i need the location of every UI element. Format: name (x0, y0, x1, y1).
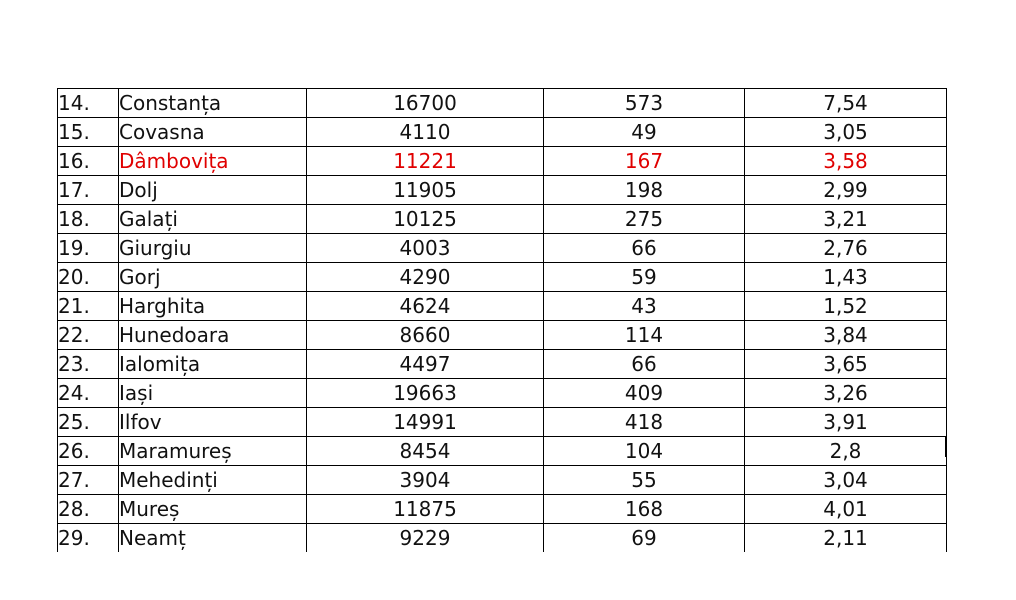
county-name: Galați (119, 205, 307, 234)
value-column-2: 573 (544, 89, 745, 118)
value-column-2: 66 (544, 234, 745, 263)
value-column-3: 2,76 (745, 234, 947, 263)
value-column-1: 4624 (307, 292, 544, 321)
value-column-1: 19663 (307, 379, 544, 408)
value-column-1: 16700 (307, 89, 544, 118)
row-number: 28. (58, 495, 119, 524)
table-row (58, 263, 947, 292)
row-number: 24. (58, 379, 119, 408)
row-number: 27. (58, 466, 119, 495)
value-column-1: 8454 (307, 437, 544, 466)
value-column-3: 3,21 (745, 205, 947, 234)
value-column-2: 409 (544, 379, 745, 408)
row-number: 25. (58, 408, 119, 437)
row-number: 16. (58, 147, 119, 176)
table-row (58, 205, 947, 234)
value-column-1: 11905 (307, 176, 544, 205)
table-row (58, 234, 947, 263)
county-data-table (57, 88, 947, 552)
county-name: Ialomița (119, 350, 307, 379)
table-row (58, 437, 947, 466)
value-column-1: 3904 (307, 466, 544, 495)
value-column-2: 55 (544, 466, 745, 495)
value-column-2: 104 (544, 437, 745, 466)
value-column-3: 7,54 (745, 89, 947, 118)
table-row (58, 176, 947, 205)
county-name: Covasna (119, 118, 307, 147)
value-column-1: 4003 (307, 234, 544, 263)
value-column-3: 3,58 (745, 147, 947, 176)
value-column-2: 167 (544, 147, 745, 176)
value-column-1: 10125 (307, 205, 544, 234)
row-number: 26. (58, 437, 119, 466)
value-column-3: 3,65 (745, 350, 947, 379)
table-row (58, 350, 947, 379)
value-column-3: 4,01 (745, 495, 947, 524)
county-name: Constanța (119, 89, 307, 118)
row-number: 15. (58, 118, 119, 147)
value-column-1: 11221 (307, 147, 544, 176)
value-column-1: 4290 (307, 263, 544, 292)
row-number: 14. (58, 89, 119, 118)
value-column-2: 49 (544, 118, 745, 147)
value-column-2: 69 (544, 524, 745, 553)
value-column-3: 2,99 (745, 176, 947, 205)
value-column-2: 168 (544, 495, 745, 524)
value-column-1: 4110 (307, 118, 544, 147)
row-number: 29. (58, 524, 119, 553)
table-row (58, 495, 947, 524)
value-column-2: 114 (544, 321, 745, 350)
value-column-2: 59 (544, 263, 745, 292)
county-name: Ilfov (119, 408, 307, 437)
value-column-3: 3,91 (745, 408, 947, 437)
county-name: Dâmbovița (119, 147, 307, 176)
table-edge-mark (945, 437, 947, 457)
county-name: Iași (119, 379, 307, 408)
county-name: Maramureș (119, 437, 307, 466)
row-number: 21. (58, 292, 119, 321)
value-column-2: 198 (544, 176, 745, 205)
value-column-3: 2,8 (745, 437, 947, 466)
county-name: Dolj (119, 176, 307, 205)
county-name: Mehedinți (119, 466, 307, 495)
value-column-1: 4497 (307, 350, 544, 379)
value-column-1: 9229 (307, 524, 544, 553)
value-column-3: 3,26 (745, 379, 947, 408)
table-row-highlighted (58, 147, 947, 176)
value-column-2: 66 (544, 350, 745, 379)
value-column-1: 14991 (307, 408, 544, 437)
value-column-2: 418 (544, 408, 745, 437)
county-name: Hunedoara (119, 321, 307, 350)
county-name: Mureș (119, 495, 307, 524)
value-column-2: 43 (544, 292, 745, 321)
value-column-3: 2,11 (745, 524, 947, 553)
value-column-1: 11875 (307, 495, 544, 524)
value-column-2: 275 (544, 205, 745, 234)
table-row (58, 466, 947, 495)
table-row (58, 524, 947, 553)
value-column-3: 1,43 (745, 263, 947, 292)
value-column-1: 8660 (307, 321, 544, 350)
row-number: 22. (58, 321, 119, 350)
row-number: 17. (58, 176, 119, 205)
table-row (58, 379, 947, 408)
table-row (58, 321, 947, 350)
table-row (58, 118, 947, 147)
row-number: 20. (58, 263, 119, 292)
table-row (58, 408, 947, 437)
table-row (58, 292, 947, 321)
value-column-3: 3,84 (745, 321, 947, 350)
row-number: 19. (58, 234, 119, 263)
county-name: Neamț (119, 524, 307, 553)
county-name: Giurgiu (119, 234, 307, 263)
value-column-3: 1,52 (745, 292, 947, 321)
county-name: Gorj (119, 263, 307, 292)
value-column-3: 3,05 (745, 118, 947, 147)
row-number: 23. (58, 350, 119, 379)
value-column-3: 3,04 (745, 466, 947, 495)
county-name: Harghita (119, 292, 307, 321)
row-number: 18. (58, 205, 119, 234)
table-row (58, 89, 947, 118)
